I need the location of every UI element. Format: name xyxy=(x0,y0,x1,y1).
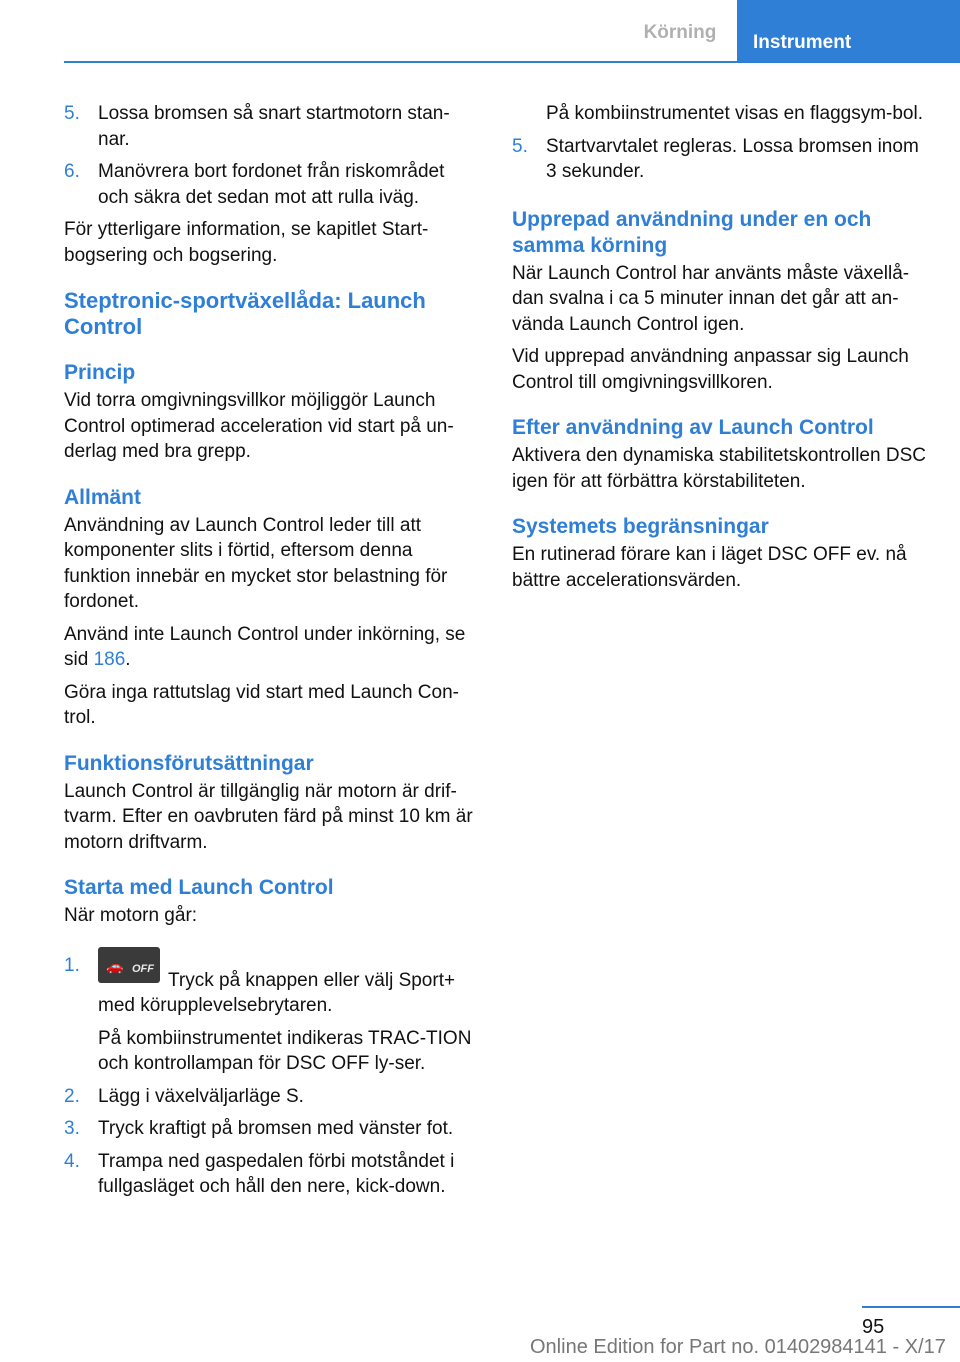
list-continuation: På kombiinstrumentet visas en flaggsym‐bol. xyxy=(546,103,923,124)
section-tab-korning: Körning xyxy=(643,22,717,43)
paragraph: Aktivera den dynamiska stabilitetskontrollen DSC igen för att förbättra körstabiliteten. xyxy=(512,445,926,492)
footer-rule xyxy=(862,1306,960,1308)
page-reference-link[interactable]: 186 xyxy=(93,649,126,670)
paragraph: När motorn går: xyxy=(64,905,198,926)
list-text: Lossa bromsen så snart startmotorn stan‐nar. xyxy=(98,103,450,150)
list-number: 5. xyxy=(512,135,528,157)
list-text: Manövrera bort fordonet från riskområdet och säkra det sedan mot att rulla iväg. xyxy=(98,161,445,208)
subheading: Starta med Launch Control xyxy=(64,876,334,899)
list-text: Lägg i växelväljarläge S. xyxy=(98,1085,304,1107)
paragraph: En rutinerad förare kan i läget DSC OFF ev. nå bättre accelerationsvärden. xyxy=(512,544,907,591)
header-rule xyxy=(64,61,960,63)
page-number: 95 xyxy=(862,1316,885,1338)
list-number: 1. xyxy=(64,954,80,976)
list-number: 3. xyxy=(64,1118,80,1139)
list-item xyxy=(64,953,480,1019)
list-item xyxy=(64,101,480,152)
list-item xyxy=(512,134,928,185)
dsc-off-button-icon xyxy=(98,947,160,983)
paragraph: Göra inga rattutslag vid start med Launch Con‐trol. xyxy=(64,681,459,728)
list-item xyxy=(64,1116,480,1142)
subheading: Princip xyxy=(64,361,136,384)
paragraph: När Launch Control har använts måste växellå‐dan svalna i ca 5 minuter innan det går att an‐vända Launch Control igen. xyxy=(512,262,910,335)
page-header xyxy=(0,0,960,62)
list-number: 2. xyxy=(64,1085,80,1107)
paragraph-text: . xyxy=(125,649,131,670)
list-number: 4. xyxy=(64,1150,80,1172)
list-number: 5. xyxy=(64,103,80,124)
list-text: Trampa ned gaspedalen förbi motståndet i fullgasläget och håll den nere, kick-down. xyxy=(98,1150,455,1197)
edition-line: Online Edition for Part no. 01402984141 - X/17 xyxy=(530,1336,946,1358)
right-column xyxy=(512,101,928,600)
left-column xyxy=(64,101,480,1207)
list-text: Startvarvtalet regleras. Lossa bromsen inom 3 sekunder. xyxy=(546,135,919,182)
subheading: Efter användning av Launch Control xyxy=(512,416,874,439)
list-item xyxy=(64,1149,480,1200)
paragraph xyxy=(64,622,480,673)
list-item xyxy=(64,159,480,210)
list-item xyxy=(64,1084,480,1110)
paragraph: Vid torra omgivningsvillkor möjliggör Launch Control optimerad acceleration vid start på un‐derlag med bra grepp. xyxy=(64,390,454,462)
list-continuation: På kombiinstrumentet indikeras TRAC‐TION och kontrollampan för DSC OFF ly‐ser. xyxy=(98,1027,472,1074)
section-heading: Steptronic-sportväxellåda: Launch Control xyxy=(64,288,426,339)
off-label: OFF xyxy=(132,962,154,975)
paragraph-text: Använd inte Launch Control under inkörning, se sid xyxy=(64,623,466,670)
paragraph: Launch Control är tillgänglig när motorn är drif‐tvarm. Efter en oavbruten färd på minst 10 km är motorn driftvarm. xyxy=(64,780,473,853)
paragraph: För ytterligare information, se kapitlet Start‐bogsering och bogsering. xyxy=(64,219,429,266)
list-text: Tryck kraftigt på bromsen med vänster fot. xyxy=(98,1118,454,1139)
subheading: Systemets begränsningar xyxy=(512,515,769,538)
subheading: Upprepad användning under en och samma körning xyxy=(512,207,872,257)
list-number: 6. xyxy=(64,161,80,182)
car-skid-icon: 🚗 xyxy=(106,957,124,974)
subheading: Funktionsförutsättningar xyxy=(64,751,314,775)
section-tab-instrument: Instrument xyxy=(737,0,960,62)
paragraph: Användning av Launch Control leder till att komponenter slits i förtid, eftersom denna funktion innebär en mycket stor belastning för fordonet. xyxy=(64,514,448,612)
paragraph: Vid upprepad användning anpassar sig Launch Control till omgivningsvillkoren. xyxy=(512,346,909,393)
subheading: Allmänt xyxy=(64,485,142,509)
list-text: Tryck på knappen eller välj Sport+ med körupplevelsebrytaren. xyxy=(98,969,456,1016)
